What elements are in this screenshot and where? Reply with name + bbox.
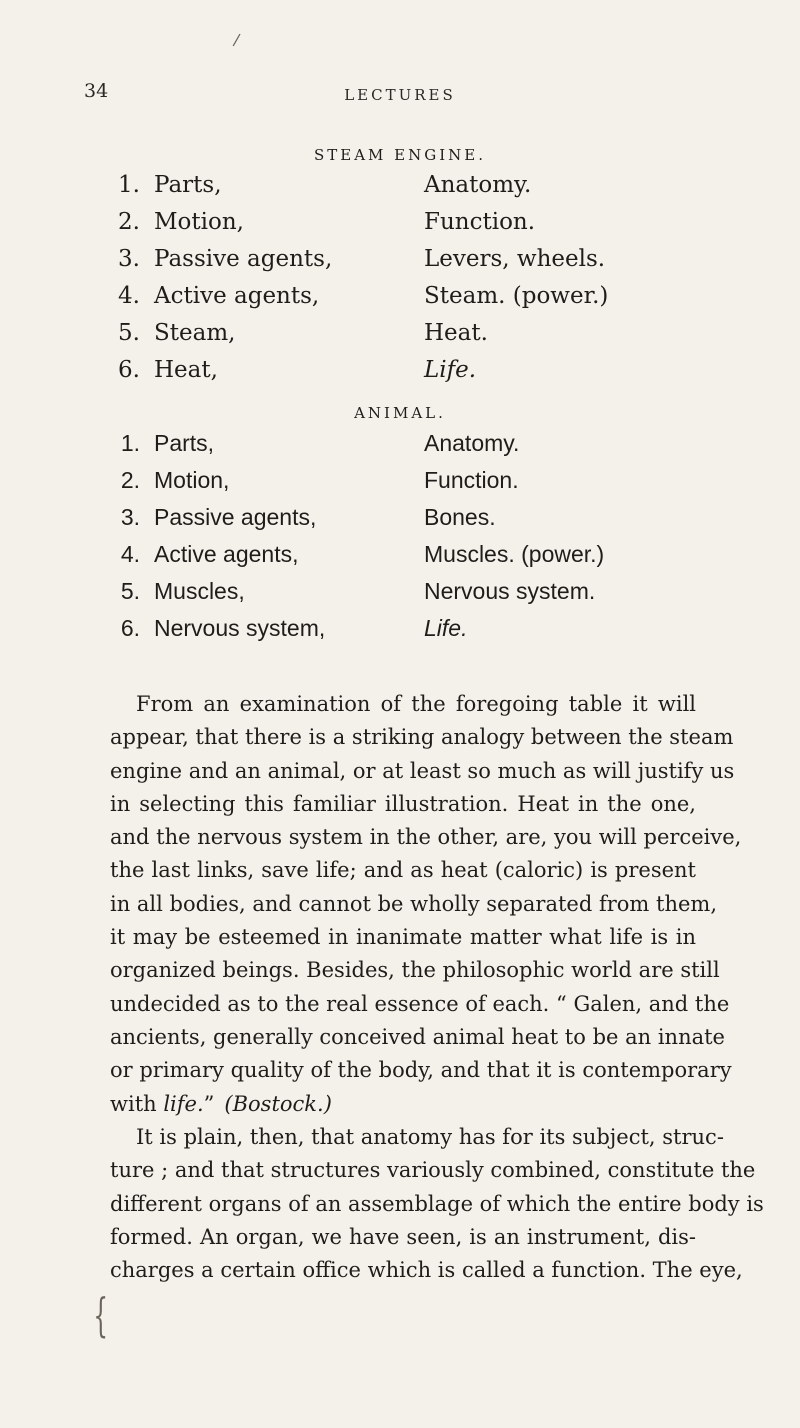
row-definition: Heat. — [424, 320, 488, 346]
running-header: LECTURES — [344, 86, 456, 104]
stray-pencil-mark: / — [232, 29, 242, 50]
row-definition: Anatomy. — [424, 430, 520, 456]
row-number: 3. — [118, 246, 140, 272]
row-definition: Steam. (power.) — [424, 283, 609, 309]
table-row — [110, 315, 730, 352]
text-line: or primary quality of the body, and that it is contemporary — [110, 1058, 732, 1083]
text-line: It is plain, then, that anatomy has for its subject, struc- — [136, 1125, 724, 1149]
table-row — [110, 204, 730, 241]
row-number: 3. — [120, 504, 140, 530]
row-number: 6. — [120, 615, 140, 641]
animal-heading: ANIMAL. — [354, 404, 446, 422]
text-line: formed. An organ, we have seen, is an instrument, dis- — [110, 1224, 696, 1249]
text-line: organized beings. Besides, the philosophic world are still — [110, 958, 720, 983]
margin-bracket: { — [93, 1288, 108, 1342]
text-line: and the nervous system in the other, are, you will perceive, — [110, 825, 742, 850]
steam-engine-heading: STEAM ENGINE. — [313, 146, 486, 164]
table-row — [110, 167, 730, 204]
text-line: different organs of an assemblage of which the entire body is — [110, 1191, 764, 1216]
row-term: Passive agents, — [154, 504, 317, 530]
row-definition: Bones. — [424, 504, 496, 530]
text-line: it may be esteemed in inanimate matter what life is in — [110, 925, 696, 950]
text-line — [110, 1088, 696, 1121]
table-row — [110, 425, 730, 462]
page-number: 34 — [84, 80, 109, 102]
text-line: undecided as to the real essence of each. “ Galen, and the — [110, 991, 730, 1016]
row-number: 1. — [118, 172, 140, 198]
row-definition: Nervous system. — [424, 578, 596, 604]
row-term: Heat, — [154, 357, 218, 383]
text-line: appear, that there is a striking analogy between the steam — [110, 725, 734, 750]
row-number: 4. — [118, 283, 140, 309]
row-term: Parts, — [154, 172, 222, 198]
row-definition: Function. — [424, 209, 536, 235]
row-number: 6. — [118, 357, 140, 383]
table-row — [110, 462, 730, 499]
text-line: ancients, generally conceived animal heat to be an innate — [110, 1024, 725, 1049]
row-number: 1. — [120, 430, 140, 456]
row-term: Steam, — [154, 320, 236, 346]
text-line: ture ; and that structures variously combined, constitute the — [110, 1158, 756, 1183]
row-number: 5. — [120, 578, 140, 604]
table-row — [110, 499, 730, 536]
text-line: in selecting this familiar illustration. Heat in the one, — [110, 791, 696, 816]
line-prefix: with — [110, 1091, 164, 1116]
row-number: 2. — [118, 209, 140, 235]
table-row — [110, 610, 730, 647]
row-term: Motion, — [154, 209, 244, 235]
row-definition: Levers, wheels. — [424, 246, 606, 272]
paragraph-2 — [110, 1121, 764, 1287]
row-number: 4. — [120, 541, 140, 567]
closing-quote: ” — [203, 1091, 215, 1116]
row-definition: Life. — [424, 615, 468, 641]
table-row — [110, 352, 730, 389]
paragraph-1 — [110, 688, 742, 1121]
row-term: Nervous system, — [154, 615, 326, 641]
text-line: charges a certain office which is called a function. The eye, — [110, 1258, 743, 1283]
row-term: Active agents, — [154, 541, 299, 567]
citation: (Bostock.) — [224, 1091, 332, 1116]
row-term: Passive agents, — [154, 246, 333, 272]
row-term: Muscles, — [154, 578, 245, 604]
row-definition: Muscles. (power.) — [424, 541, 605, 567]
table-row — [110, 241, 730, 278]
table-row — [110, 536, 730, 573]
table-row — [110, 278, 730, 315]
row-term: Parts, — [154, 430, 215, 456]
text-line: engine and an animal, or at least so much as will justify us — [110, 758, 735, 783]
text-line: the last links, save life; and as heat (caloric) is present — [110, 858, 696, 883]
row-term: Motion, — [154, 467, 230, 493]
steam-engine-table — [110, 167, 730, 389]
row-term: Active agents, — [154, 283, 320, 309]
row-definition: Life. — [424, 357, 477, 383]
italic-word: life. — [163, 1091, 204, 1116]
row-definition: Function. — [424, 467, 519, 493]
table-row — [110, 573, 730, 610]
text-line: in all bodies, and cannot be wholly separated from them, — [110, 891, 717, 916]
row-number: 5. — [118, 320, 140, 346]
row-number: 2. — [120, 467, 140, 493]
row-definition: Anatomy. — [424, 172, 532, 198]
animal-table — [110, 425, 730, 647]
text-line: From an examination of the foregoing table it will — [136, 692, 696, 716]
